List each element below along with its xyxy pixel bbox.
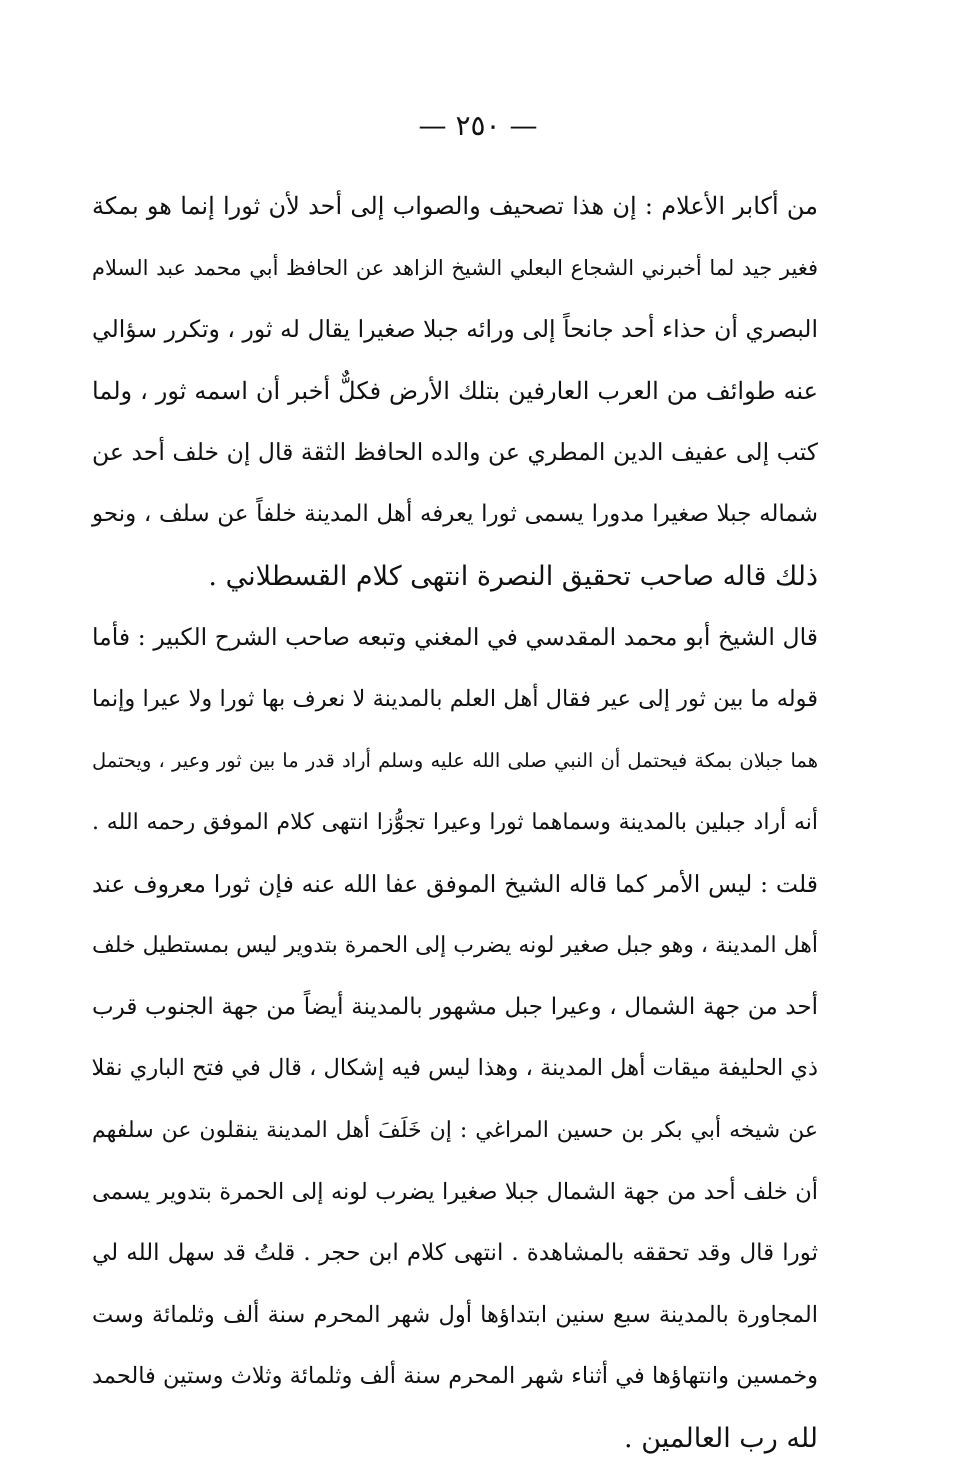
text-line: قال الشيخ أبو محمد المقدسي في المغني وتبعه صاحب الشرح الكبير : فأما (92, 623, 818, 652)
text-line: وخمسين وانتهاؤها في أثناء شهر المحرم سنة ألف وثلمائة وثلاث وستين فالحمد (92, 1363, 818, 1390)
text-line: البصري أن حذاء أحد جانحاً إلى ورائه جبلا صغيرا يقال له ثور ، وتكرر سؤالي (92, 315, 818, 344)
text-line: كتب إلى عفيف الدين المطري عن والده الحافظ الثقة قال إن خلف أحد عن (92, 438, 818, 467)
text-line: لله رب العالمين . (624, 1422, 818, 1454)
text-line: أهل المدينة ، وهو جبل صغير لونه يضرب إلى الحمرة بتدوير ليس بمستطيل خلف (92, 933, 818, 959)
text-line: شماله جبلا صغيرا مدورا يسمى ثورا يعرفه أهل المدينة خلفاً عن سلف ، ونحو (92, 500, 818, 527)
text-line: أنه أراد جبلين بالمدينة وسماهما ثورا وعيرا تجوُّزا انتهى كلام الموفق رحمه الله . (92, 809, 818, 835)
text-line: قلت : ليس الأمر كما قاله الشيخ الموفق عفا الله عنه فإن ثورا معروف عند (92, 869, 818, 898)
text-line: أن خلف أحد من جهة الشمال جبلا صغيرا يضرب لونه إلى الحمرة بتدوير يسمى (92, 1178, 818, 1205)
text-line: قوله ما بين ثور إلى عير فقال أهل العلم بالمدينة لا نعرف بها ثورا ولا عيرا وإنما (92, 685, 818, 712)
text-line: ذلك قاله صاحب تحقيق النصرة انتهى كلام القسطلاني . (208, 560, 818, 592)
text-line: المجاورة بالمدينة سبع سنين ابتداؤها أول شهر المحرم سنة ألف وثلمائة وست (92, 1301, 818, 1328)
text-line: من أكابر الأعلام : إن هذا تصحيف والصواب إلى أحد لأن ثورا إنما هو بمكة (92, 192, 818, 220)
text-line: فغير جيد لما أخبرني الشجاع البعلي الشيخ الزاهد عن الحافظ أبي محمد عبد السلام (92, 255, 818, 280)
text-line: عن شيخه أبي بكر بن حسين المراغي : إن خَلَفَ أهل المدينة ينقلون عن سلفهم (92, 1117, 818, 1143)
page-number: — ٢٥٠ — (418, 109, 538, 142)
text-line: ذي الحليفة ميقات أهل المدينة ، وهذا ليس فيه إشكال ، قال في فتح الباري نقلا (91, 1055, 818, 1082)
text-line: أحد من جهة الشمال ، وعيرا جبل مشهور بالمدينة أيضاً من جهة الجنوب قرب (92, 993, 818, 1020)
text-line: عنه طوائف من العرب العارفين بتلك الأرض فكلٌّ أخبر أن اسمه ثور ، ولما (92, 376, 818, 405)
text-line: ثورا قال وقد تحققه بالمشاهدة . انتهى كلام ابن حجر . قلتُ قد سهل الله لي (92, 1240, 818, 1267)
text-line: هما جبلان بمكة فيحتمل أن النبي صلى الله عليه وسلم أراد قدر ما بين ثور وعير ، ويحتمل (92, 749, 818, 773)
body-text (92, 176, 818, 1469)
